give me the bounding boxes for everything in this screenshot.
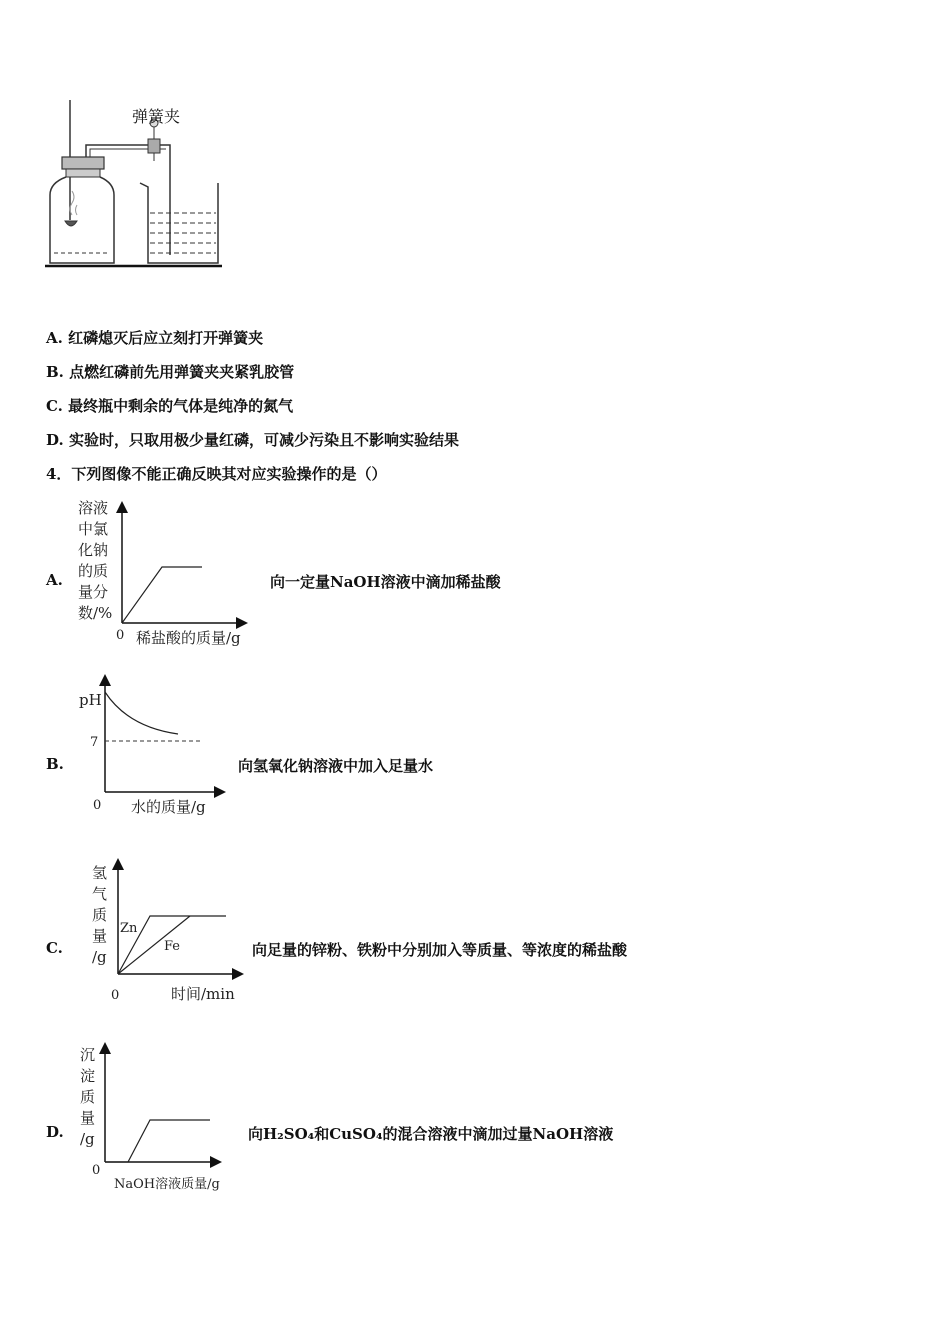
ylabel-line: 数/% [78, 604, 113, 622]
ylabel-line: /g [92, 948, 107, 966]
graph-d-letter: D. [46, 1123, 64, 1141]
option-text: 最终瓶中剩余的气体是纯净的氮气 [68, 397, 294, 415]
ylabel-line: 量分 [78, 583, 109, 601]
graph-b [70, 672, 240, 822]
q3-option-b [46, 361, 294, 382]
fe-label: Fe [164, 939, 181, 954]
curve [105, 692, 178, 734]
xlabel: 稀盐酸的质量/g [136, 629, 241, 647]
origin-label: 0 [111, 988, 120, 1003]
ylabel-line: 的质 [78, 562, 109, 580]
graph-c [80, 858, 250, 1008]
tick-7: 7 [90, 735, 99, 750]
ylabel-line: 量 [80, 1109, 96, 1127]
origin-label: 0 [116, 628, 125, 643]
graph-d [70, 1040, 250, 1195]
clamp-label: 弹簧夹 [132, 107, 181, 126]
zn-label: Zn [120, 921, 138, 936]
graph-b-desc: 向氢氧化钠溶液中加入足量水 [238, 757, 434, 775]
q3-option-d [46, 429, 459, 450]
xlabel: 水的质量/g [131, 798, 206, 816]
ylabel-line: 量 [92, 927, 108, 945]
graph-a [70, 495, 260, 655]
xlabel: 时间/min [171, 985, 235, 1003]
option-letter: D. [46, 431, 64, 449]
q3-option-a [46, 327, 263, 348]
ylabel-line: 质 [80, 1088, 96, 1106]
option-text: 实验时，只取用极少量红磷，可减少污染且不影响实验结果 [68, 431, 459, 449]
option-letter: C. [46, 397, 63, 415]
graph-b-letter: B. [46, 755, 64, 773]
ylabel-line: /g [80, 1130, 95, 1148]
origin-label: 0 [93, 798, 102, 813]
xlabel: NaOH溶液质量/g [114, 1177, 220, 1192]
ylabel-line: 淀 [80, 1067, 96, 1085]
graph-c-desc: 向足量的锌粉、铁粉中分别加入等质量、等浓度的稀盐酸 [252, 941, 628, 959]
option-letter: B. [46, 363, 64, 381]
ylabel-line: 沉 [80, 1046, 96, 1064]
graph-a-letter: A. [46, 571, 63, 589]
ylabel-line: 溶液 [78, 499, 109, 517]
curve [122, 567, 202, 623]
option-letter: A. [46, 329, 63, 347]
ylabel-line: 中氯 [78, 520, 109, 538]
q3-option-c [46, 395, 293, 416]
graph-d-desc: 向H₂SO₄和CuSO₄的混合溶液中滴加过量NaOH溶液 [248, 1125, 614, 1143]
graph-c-letter: C. [46, 939, 63, 957]
ylabel-line: 气 [92, 885, 108, 903]
ylabel: pH [79, 691, 102, 709]
ylabel-line: 化钠 [78, 541, 109, 559]
option-text: 红磷熄灭后应立刻打开弹簧夹 [68, 329, 264, 347]
ylabel-line: 氢 [92, 864, 108, 882]
graph-a-desc: 向一定量NaOH溶液中滴加稀盐酸 [270, 573, 501, 591]
curve [105, 1120, 210, 1162]
q4-stem: 4．下列图像不能正确反映其对应实验操作的是（） [46, 465, 387, 483]
ylabel-line: 质 [92, 906, 108, 924]
option-text: 点燃红磷前先用弹簧夹夹紧乳胶管 [69, 363, 295, 381]
origin-label: 0 [92, 1163, 101, 1178]
